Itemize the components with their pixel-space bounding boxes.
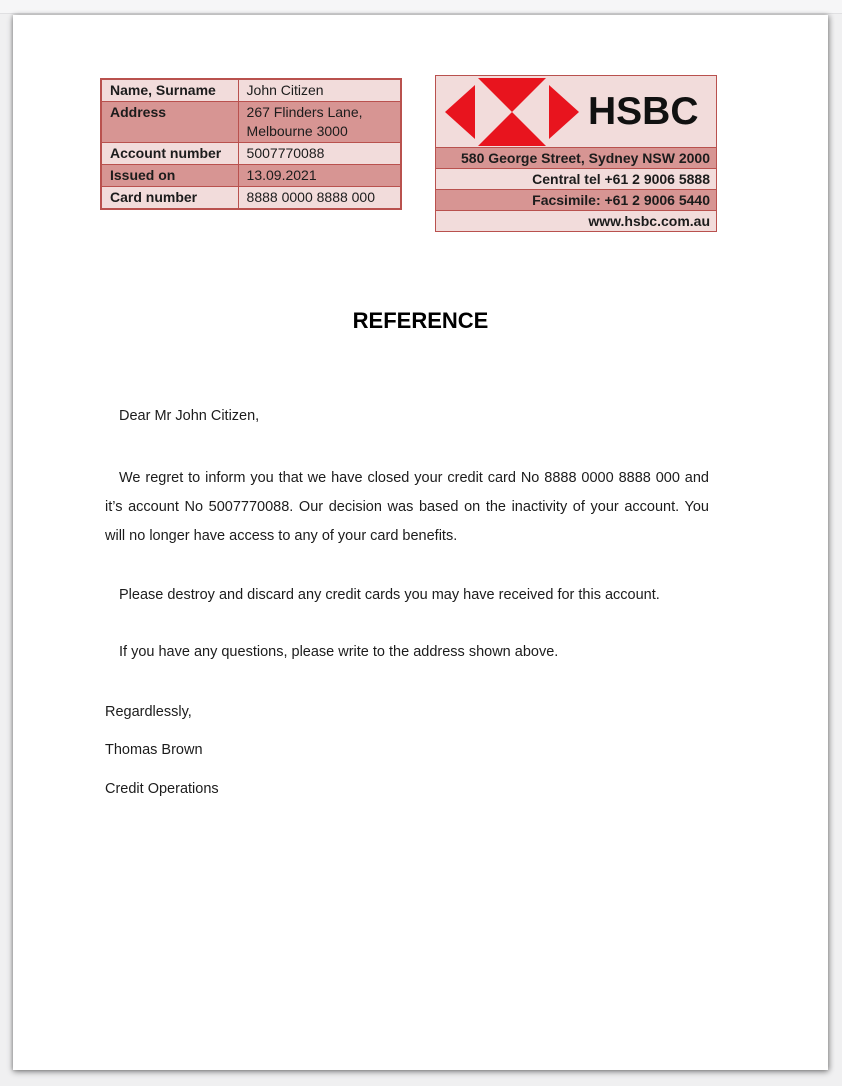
row-value: 8888 0000 8888 000: [238, 187, 401, 210]
bank-brand-wordmark: HSBC: [588, 89, 699, 133]
row-value: John Citizen: [238, 79, 401, 102]
letter-page: [13, 15, 828, 1070]
row-value: [238, 102, 401, 143]
row-value: 5007770088: [238, 143, 401, 165]
letter-title: REFERENCE: [352, 308, 489, 333]
bank-website-line: www.hsbc.com.au: [436, 210, 716, 231]
bank-address-line: 580 George Street, Sydney NSW 2000: [436, 147, 716, 168]
table-row: [101, 187, 401, 210]
paragraph-questions: If you have any questions, please write to the address shown above.: [119, 644, 559, 660]
closing-signoff: Regardlessly,: [105, 704, 192, 720]
address-line-2: Melbourne 3000: [246, 123, 348, 139]
table-row: [101, 102, 401, 143]
bank-header-box: [435, 75, 717, 232]
bank-fax-line: Facsimile: +61 2 9006 5440: [436, 189, 716, 210]
bank-logo-cell: [436, 76, 716, 147]
paragraph-card-closure: We regret to inform you that we have closed your credit card No 8888 0000 8888 000 and it’s account No 5007770088. Our decision was based on the inactivity of your account. You will no longer have access to any of your card benefits.: [105, 470, 709, 544]
table-row: [101, 165, 401, 187]
row-value: 13.09.2021: [238, 165, 401, 187]
row-label: Card number: [101, 187, 238, 210]
table-row: [101, 143, 401, 165]
viewer-top-margin: [0, 0, 842, 14]
salutation: Dear Mr John Citizen,: [119, 408, 260, 424]
row-label: Account number: [101, 143, 238, 165]
address-line-1: 267 Flinders Lane,: [246, 104, 363, 120]
row-label: Address: [101, 102, 238, 143]
closing-signature-name: Thomas Brown: [105, 742, 203, 758]
closing-department: Credit Operations: [105, 781, 219, 797]
paragraph-destroy-cards: Please destroy and discard any credit cards you may have received for this account.: [119, 587, 660, 603]
table-row: [101, 79, 401, 102]
bank-phone-line: Central tel +61 2 9006 5888: [436, 168, 716, 189]
row-label: Issued on: [101, 165, 238, 187]
customer-details-table: [100, 78, 402, 210]
row-label: Name, Surname: [101, 79, 238, 102]
hsbc-hexagon-icon: [445, 78, 579, 146]
